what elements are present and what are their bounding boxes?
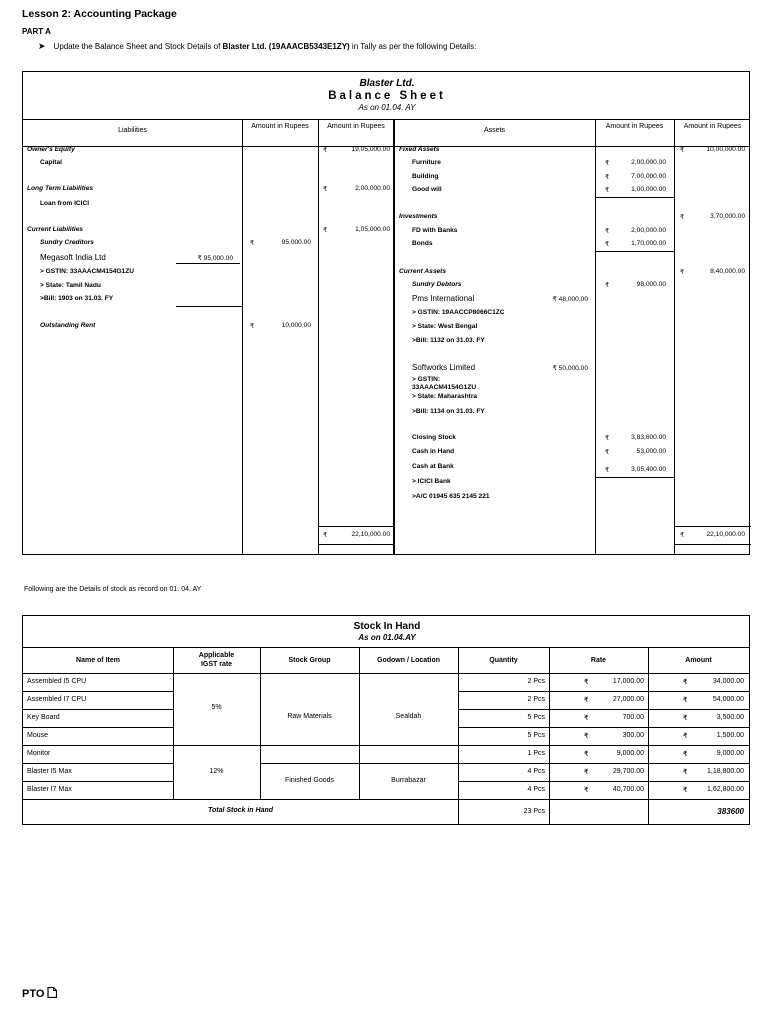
igst-rate-12: 12% bbox=[209, 768, 224, 775]
bonds-amount: 1,70,000.00 bbox=[631, 240, 666, 247]
rupee-icon: ₹ bbox=[683, 769, 688, 776]
stock-table bbox=[22, 615, 750, 825]
part-label: PART A bbox=[22, 27, 51, 36]
owners-equity-amount: 19,05,000.00 bbox=[351, 146, 390, 153]
outstanding-rent-amount: 10,000.00 bbox=[281, 322, 311, 329]
loan-label: Loan from ICICI bbox=[40, 200, 90, 207]
divider bbox=[23, 673, 749, 674]
company-name: Blaster Ltd. bbox=[359, 78, 415, 89]
long-term-amount: 2,00,000.00 bbox=[355, 185, 390, 192]
divider bbox=[23, 691, 173, 692]
megasoft-label: Megasoft India Ltd bbox=[40, 253, 106, 262]
rupee-icon: ₹ bbox=[683, 697, 688, 704]
total-stock-label: Total Stock in Hand bbox=[207, 807, 274, 814]
divider bbox=[458, 691, 749, 692]
header-stock-group: Stock Group bbox=[288, 657, 331, 664]
liabilities-total: 22,10,000.00 bbox=[351, 531, 390, 538]
header-amount: Amount in Rupees bbox=[251, 123, 309, 130]
instruction bbox=[38, 41, 476, 52]
divider bbox=[595, 477, 674, 478]
divider bbox=[23, 763, 173, 764]
rupee-icon: ₹ bbox=[680, 214, 685, 221]
rupee-icon: ₹ bbox=[683, 715, 688, 722]
furniture-label: Furniture bbox=[412, 159, 441, 166]
balance-sheet-date: As on 01.04. AY bbox=[358, 103, 416, 112]
rupee-icon: ₹ bbox=[605, 449, 610, 456]
item-rate: 17,000.00 bbox=[612, 678, 644, 685]
header-liabilities: Liabilities bbox=[118, 127, 147, 134]
rupee-icon: ₹ bbox=[605, 282, 610, 289]
rupee-icon: ₹ bbox=[680, 269, 685, 276]
rupee-icon: ₹ bbox=[605, 241, 610, 248]
header-quantity: Quantity bbox=[489, 657, 518, 664]
divider bbox=[23, 709, 173, 710]
pms-amount: ₹ 48,000.00 bbox=[552, 296, 588, 303]
furniture-amount: 2,00,000.00 bbox=[631, 159, 666, 166]
stock-date: As on 01.04.AY bbox=[358, 633, 416, 642]
balance-sheet-heading: Balance Sheet bbox=[328, 90, 446, 102]
rupee-icon: ₹ bbox=[683, 733, 688, 740]
godown-sealdah: Sealdah bbox=[395, 713, 422, 720]
arrow-bullet-icon: ➤ bbox=[38, 41, 46, 51]
header-amount: Amount bbox=[685, 657, 712, 664]
item-amount: 1,500.00 bbox=[716, 732, 744, 739]
item-amount: 34,000.00 bbox=[712, 678, 744, 685]
pms-state: > State: West Bengal bbox=[412, 323, 478, 330]
softworks-bill: >Bill: 1134 on 31.03. FY bbox=[412, 408, 485, 415]
divider bbox=[23, 647, 749, 648]
divider bbox=[318, 544, 394, 545]
rupee-icon: ₹ bbox=[680, 147, 685, 154]
godown-burrabazar: Burrabazar bbox=[391, 777, 426, 784]
divider bbox=[458, 781, 749, 782]
item-quantity: 4 Pcs bbox=[527, 768, 545, 775]
divider bbox=[458, 727, 749, 728]
rupee-icon: ₹ bbox=[584, 751, 589, 758]
rupee-icon: ₹ bbox=[250, 240, 255, 247]
total-stock-amount: 383600 bbox=[717, 807, 744, 816]
divider bbox=[23, 119, 749, 120]
investments-label: Investments bbox=[399, 213, 438, 220]
outstanding-rent-label: Outstanding Rent bbox=[40, 322, 96, 329]
pto-text: PTO bbox=[22, 988, 45, 1000]
megasoft-state: > State: Tamil Nadu bbox=[40, 282, 101, 289]
divider bbox=[23, 745, 749, 746]
igst-rate-5: 5% bbox=[211, 704, 222, 711]
item-rate: 29,700.00 bbox=[612, 768, 644, 775]
rupee-icon: ₹ bbox=[683, 751, 688, 758]
closing-stock-label: Closing Stock bbox=[412, 434, 456, 441]
divider bbox=[260, 763, 458, 764]
item-name: Mouse bbox=[27, 732, 49, 739]
stock-title: Stock In Hand bbox=[353, 621, 421, 632]
item-name: Assembled I5 CPU bbox=[27, 678, 87, 685]
item-amount: 1,18,800.00 bbox=[707, 768, 744, 775]
item-quantity: 2 Pcs bbox=[527, 696, 545, 703]
goodwill-label: Good will bbox=[412, 186, 442, 193]
rupee-icon: ₹ bbox=[605, 187, 610, 194]
header-amount: Amount in Rupees bbox=[327, 123, 385, 130]
header-assets: Assets bbox=[483, 127, 505, 134]
current-liabilities-amount: 1,05,000.00 bbox=[355, 226, 390, 233]
item-rate: 300.00 bbox=[622, 732, 644, 739]
pms-bill: >Bill: 1132 on 31.03. FY bbox=[412, 337, 485, 344]
softworks-gstin: > GSTIN: bbox=[412, 376, 441, 383]
capital-label: Capital bbox=[40, 159, 62, 166]
rupee-icon: ₹ bbox=[584, 697, 589, 704]
softworks-state: > State: Maharashtra bbox=[412, 393, 478, 400]
sundry-debtors-amount: 98,000.00 bbox=[636, 281, 666, 288]
goodwill-amount: 1,00,000.00 bbox=[631, 186, 666, 193]
item-amount: 1,62,800.00 bbox=[707, 786, 744, 793]
sundry-creditors-label: Sundry Creditors bbox=[40, 239, 94, 246]
item-amount: 54,000.00 bbox=[712, 696, 744, 703]
item-rate: 9,000.00 bbox=[616, 750, 644, 757]
investments-amount: 3,70,000.00 bbox=[710, 213, 745, 220]
cash-bank-amount: 3,05,400.00 bbox=[631, 466, 666, 473]
item-rate: 700.00 bbox=[622, 714, 644, 721]
fixed-assets-amount: 10,00,000.00 bbox=[706, 146, 745, 153]
divider bbox=[318, 526, 394, 527]
divider bbox=[595, 251, 674, 252]
rupee-icon: ₹ bbox=[605, 174, 610, 181]
rupee-icon: ₹ bbox=[680, 532, 685, 539]
fd-label: FD with Banks bbox=[412, 227, 458, 234]
rupee-icon: ₹ bbox=[683, 787, 688, 794]
item-amount: 9,000.00 bbox=[716, 750, 744, 757]
rupee-icon: ₹ bbox=[605, 467, 610, 474]
page-icon bbox=[47, 987, 57, 998]
owners-equity-label: Owner's Equity bbox=[27, 146, 75, 153]
current-liabilities-label: Current Liabilities bbox=[27, 226, 84, 233]
rupee-icon: ₹ bbox=[584, 733, 589, 740]
rupee-icon: ₹ bbox=[323, 532, 328, 539]
rupee-icon: ₹ bbox=[683, 679, 688, 686]
sundry-creditors-amount: 95,000.00 bbox=[281, 239, 311, 246]
pms-gstin: > GSTIN: 19AACCP8066C1ZC bbox=[412, 309, 505, 316]
stock-group-raw: Raw Materials bbox=[287, 713, 332, 720]
item-name: Blaster I7 Max bbox=[27, 786, 72, 793]
building-label: Building bbox=[412, 173, 439, 180]
softworks-label: Softworks Limited bbox=[412, 363, 476, 372]
megasoft-bill: >Bill: 1903 on 31.03. FY bbox=[40, 295, 114, 302]
instruction-pre: Update the Balance Sheet and Stock Details of bbox=[53, 42, 223, 51]
divider bbox=[393, 119, 395, 554]
header-name-of-item: Name of Item bbox=[76, 657, 120, 664]
current-assets-amount: 8,40,000.00 bbox=[710, 268, 745, 275]
divider bbox=[176, 306, 242, 307]
account-number: >A/C 01945 635 2145 221 bbox=[412, 493, 490, 500]
stock-note: Following are the Details of stock as record on 01. 04. AY bbox=[24, 586, 202, 593]
rupee-icon: ₹ bbox=[323, 147, 328, 154]
icici-bank-label: > ICICI Bank bbox=[412, 478, 451, 485]
sundry-debtors-label: Sundry Debtors bbox=[412, 281, 462, 288]
stock-group-finished: Finished Goods bbox=[284, 777, 335, 784]
header-rate: Rate bbox=[590, 657, 607, 664]
item-quantity: 5 Pcs bbox=[527, 732, 545, 739]
divider bbox=[242, 119, 243, 554]
item-quantity: 4 Pcs bbox=[527, 786, 545, 793]
instruction-post: in Tally as per the following Details: bbox=[349, 42, 477, 51]
rupee-icon: ₹ bbox=[605, 160, 610, 167]
divider bbox=[674, 544, 751, 545]
divider bbox=[458, 763, 749, 764]
item-name: Assembled I7 CPU bbox=[27, 696, 87, 703]
rupee-icon: ₹ bbox=[605, 435, 610, 442]
item-name: Blaster I5 Max bbox=[27, 768, 72, 775]
instruction-company: Blaster Ltd. (19AAACB5343E1ZY) bbox=[222, 42, 350, 51]
rupee-icon: ₹ bbox=[584, 679, 589, 686]
current-assets-label: Current Assets bbox=[399, 268, 447, 275]
building-amount: 7,00,000.00 bbox=[631, 173, 666, 180]
assets-total: 22,10,000.00 bbox=[706, 531, 745, 538]
divider bbox=[595, 119, 596, 554]
item-name: Key Board bbox=[27, 714, 60, 721]
divider bbox=[173, 647, 174, 799]
header-amount: Amount in Rupees bbox=[605, 123, 664, 130]
softworks-amount: ₹ 50,000.00 bbox=[552, 365, 588, 372]
divider bbox=[458, 709, 749, 710]
lesson-title: Lesson 2: Accounting Package bbox=[22, 8, 177, 20]
balance-sheet bbox=[22, 71, 750, 555]
rupee-icon: ₹ bbox=[584, 769, 589, 776]
divider bbox=[595, 197, 674, 198]
header-igst-rate: Applicable IGST rate bbox=[198, 652, 235, 668]
rupee-icon: ₹ bbox=[250, 323, 255, 330]
cash-hand-label: Cash in Hand bbox=[412, 448, 455, 455]
pms-label: Pms International bbox=[412, 294, 475, 303]
item-quantity: 2 Pcs bbox=[527, 678, 545, 685]
divider bbox=[23, 799, 749, 800]
megasoft-gstin: > GSTIN: 33AAACM4154G1ZU bbox=[40, 268, 134, 275]
rupee-icon: ₹ bbox=[605, 228, 610, 235]
cash-hand-amount: 53,000.00 bbox=[636, 448, 666, 455]
total-stock-quantity: 23 Pcs bbox=[523, 808, 545, 815]
item-amount: 3,500.00 bbox=[716, 714, 744, 721]
divider bbox=[674, 526, 751, 527]
cash-bank-label: Cash at Bank bbox=[412, 463, 454, 470]
rupee-icon: ₹ bbox=[584, 787, 589, 794]
header-amount: Amount in Rupees bbox=[683, 123, 742, 130]
item-name: Monitor bbox=[27, 750, 51, 757]
bonds-label: Bonds bbox=[412, 240, 433, 247]
divider bbox=[674, 119, 675, 554]
divider bbox=[23, 781, 173, 782]
item-quantity: 1 Pcs bbox=[527, 750, 545, 757]
long-term-liabilities-label: Long Term Liabilities bbox=[27, 185, 94, 192]
divider bbox=[318, 119, 319, 554]
megasoft-amount: ₹ 95,000.00 bbox=[197, 255, 233, 262]
closing-stock-amount: 3,83,600.00 bbox=[631, 434, 666, 441]
item-rate: 27,000.00 bbox=[612, 696, 644, 703]
divider bbox=[23, 727, 173, 728]
header-godown: Godown / Location bbox=[377, 657, 440, 664]
fixed-assets-label: Fixed Assets bbox=[399, 146, 440, 153]
divider bbox=[176, 263, 240, 264]
item-rate: 40,700.00 bbox=[612, 786, 644, 793]
rupee-icon: ₹ bbox=[323, 186, 328, 193]
item-quantity: 5 Pcs bbox=[527, 714, 545, 721]
rupee-icon: ₹ bbox=[323, 227, 328, 234]
softworks-gstin-number: 33AAACM4154G1ZU bbox=[412, 384, 477, 391]
pto-label bbox=[22, 987, 57, 1000]
rupee-icon: ₹ bbox=[584, 715, 589, 722]
fd-amount: 2,00,000.00 bbox=[631, 227, 666, 234]
